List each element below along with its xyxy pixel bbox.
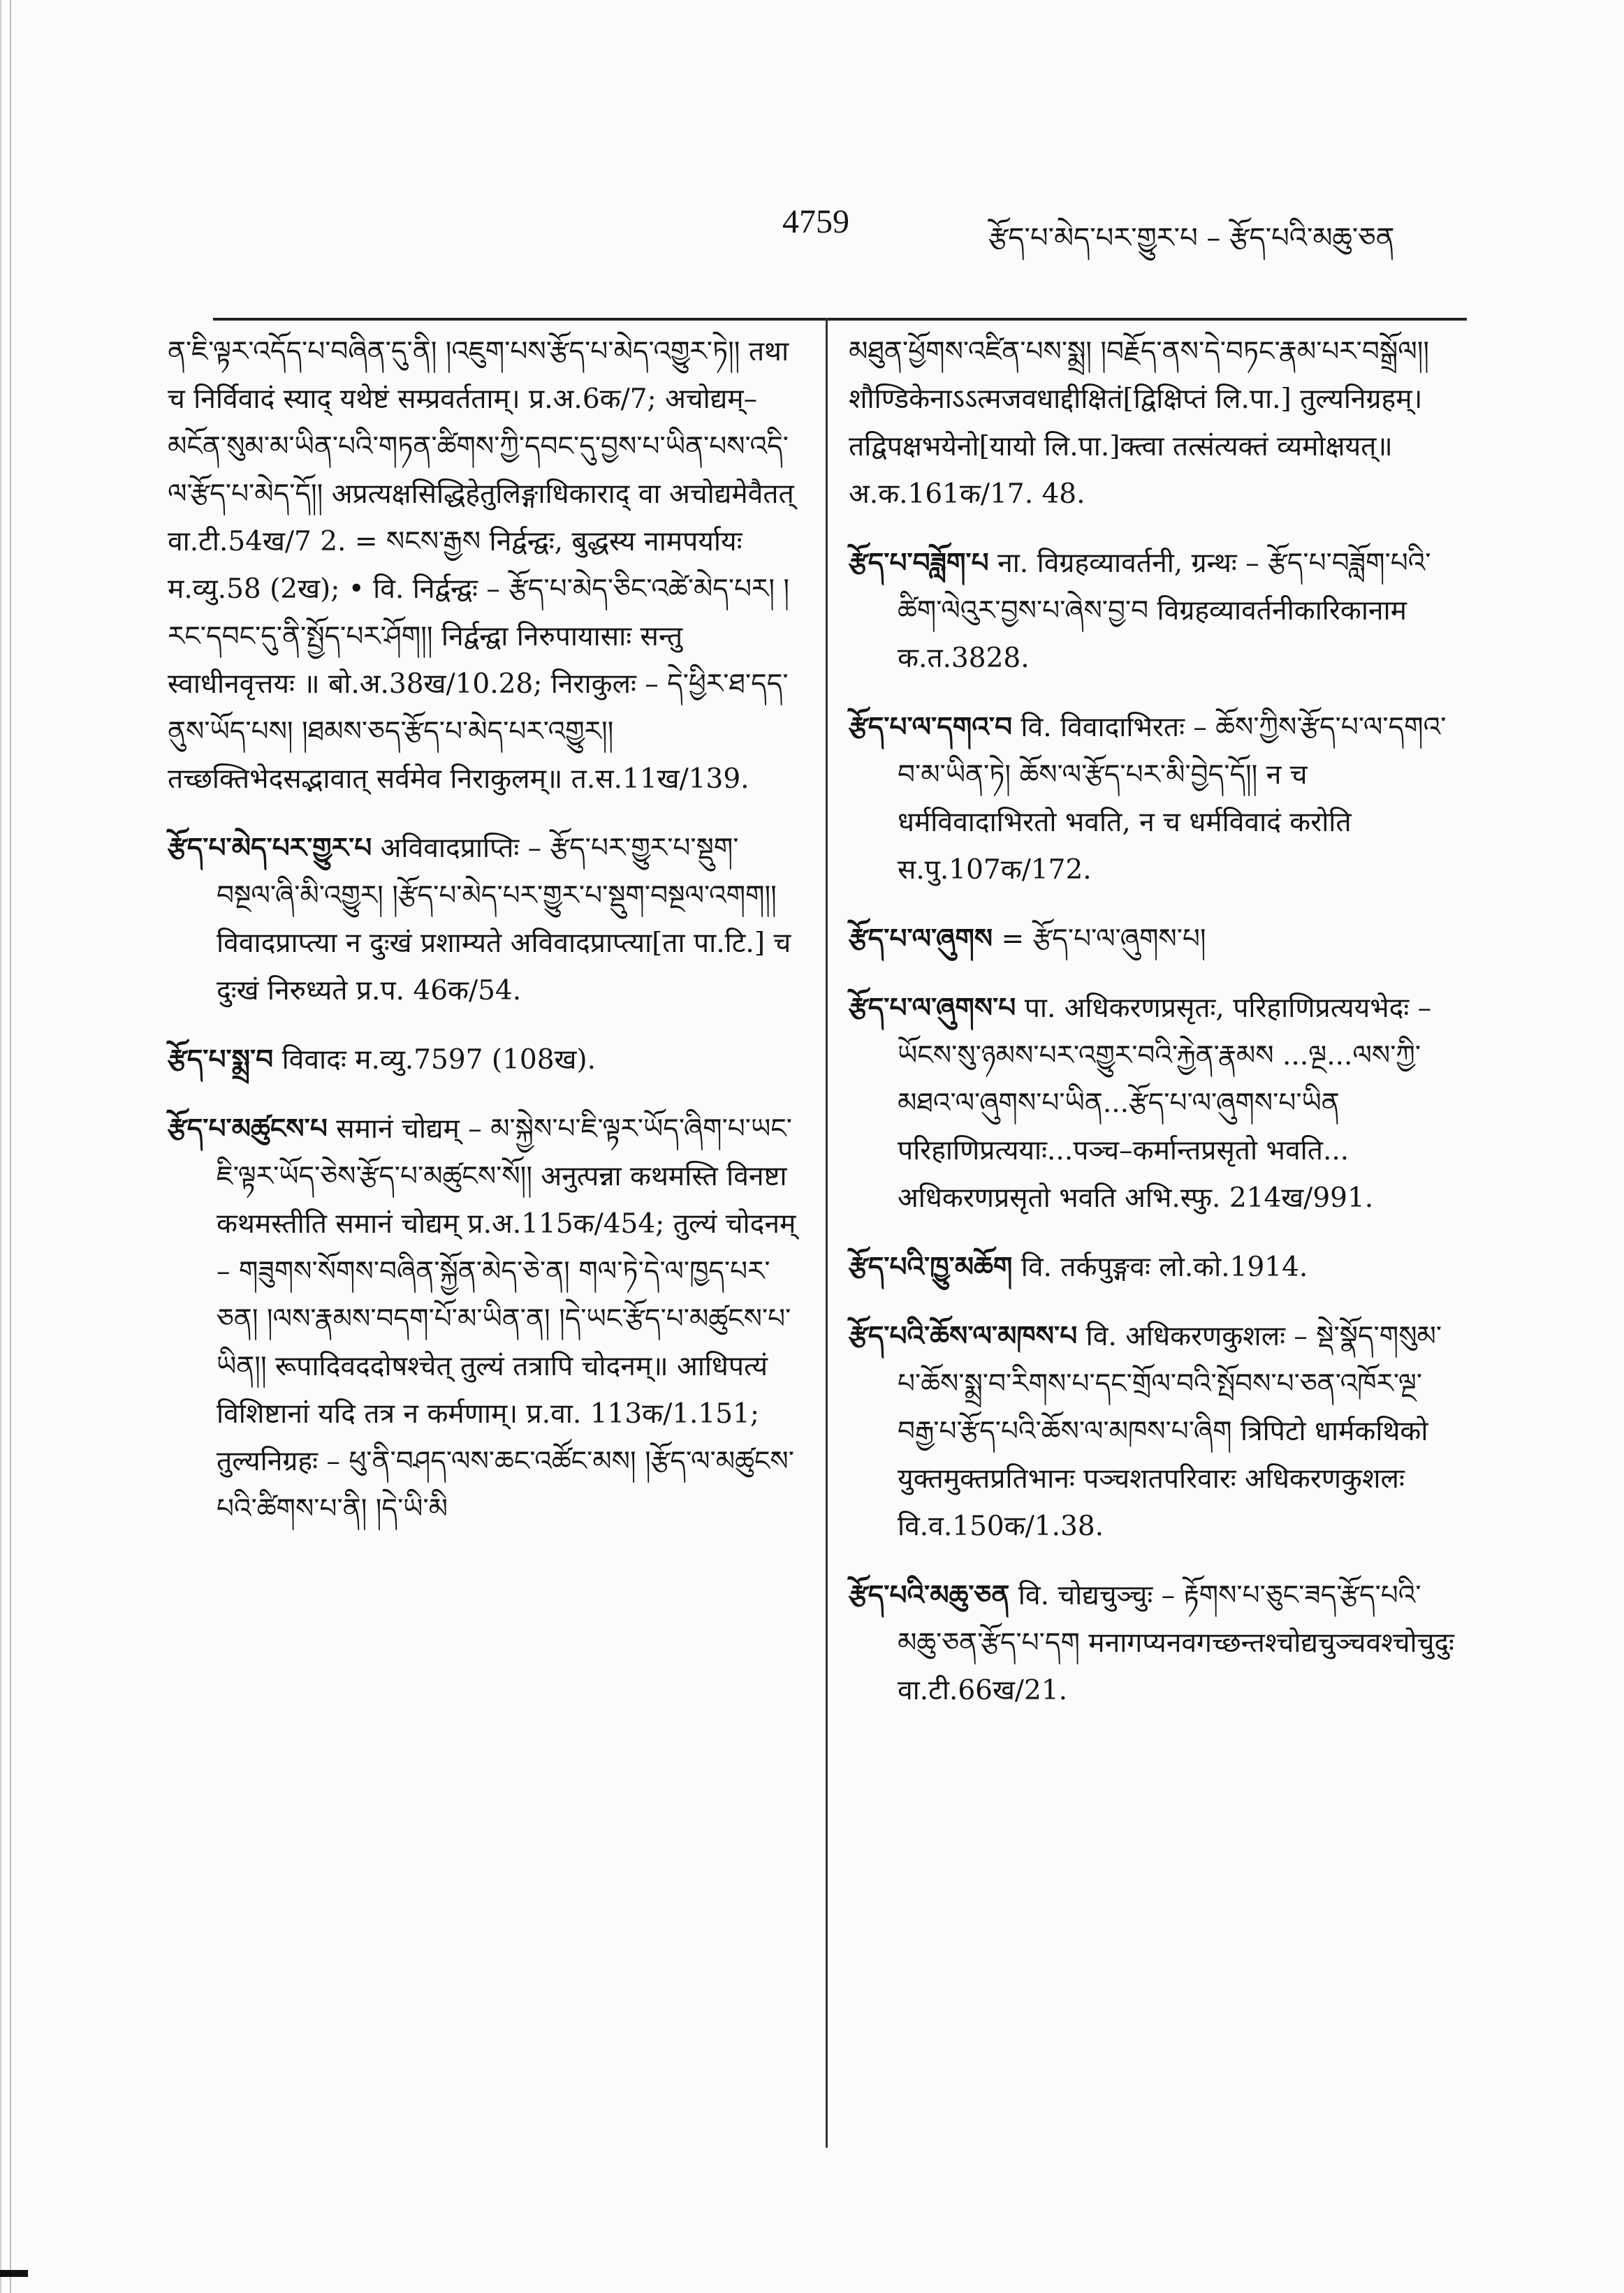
dictionary-entry [849,984,1463,1222]
entry-headword: རྩོད་པ་བཟློག་པ [849,547,989,579]
entry-text: वि. विवादाभिरतः – ཆོས་ཀྱིས་རྩོད་པ་ལ་དགའ་བ་མ་ཡིན་ཏེ། ཆོས་ལ་རྩོད་པར་མི་བྱེད་དོ།། न च धर्मविवादाभिरतो भवति, न च धर्मविवादं करोति स.पु.107क/172. [898,712,1447,886]
entry-text: पा. अधिकरणप्रसृतः, परिहाणिप्रत्ययभेदः – ཡོངས་སུ་ཉམས་པར་འགྱུར་བའི་རྐྱེན་རྣམས ...ལྔ...ལས་ཀྱི་མཐའ་ལ་ཞུགས་པ་ཡིན...རྩོད་པ་ལ་ཞུགས་པ་ཡིན परिहाणिप्रत्ययाः...पञ्च–कर्मान्तप्रसृतो भवति... अधिकरणप्रसृतो भवति अभि.स्फु. 214ख/991. [898,992,1432,1214]
entry-headword: རྩོད་པ་མེད་པར་གྱུར་པ [168,832,372,864]
running-head: རྩོད་པ་མེད་པར་གྱུར་པ – རྩོད་པའི་མཆུ་ཅན [988,222,1395,254]
entry-text: = རྩོད་པ་ལ་ཞུགས་པ། [1001,923,1206,955]
scan-margin-marks [0,0,21,2293]
dictionary-entry [849,539,1463,682]
entry-headword: རྩོད་པ་ལ་དགའ་བ [849,711,1013,743]
entry-text: མཐུན་ཕྱོགས་འཛིན་པས་སྨྲ། །བརྗོད་ནས་དེ་བཏང་རྣམ་པར་བསྒྲོལ།། शौण्डिकेनाऽऽत्मजवधाद्दीक्षितं[द्विक्षिप्तं लि.पा.] तुल्यनिग्रहम्। तद्विपक्षभयेनो[यायो लि.पा.]क्त्वा तत्संत्यक्तं व्यमोक्षयत्॥ अ.क.161क/17. 48. [849,336,1430,510]
entry-headword: རྩོད་པ་མཚུངས་པ [168,1113,328,1145]
scan-corner-mark [0,2270,28,2277]
left-column [168,328,796,1554]
entry-text: समानं चोद्यम् – མ་སྐྱེས་པ་ཇི་ལྟར་ཡོད་ཞིག་པ་ཡང་ཇི་ལྟར་ཡོད་ཅེས་རྩོད་པ་མཚུངས་སོ།། अनुत्पन्ना कथमस्ति विनष्टा कथमस्तीति समानं चोद्यम् प्र.अ.115क/454; तुल्यं चोदनम् – གཟུགས་སོགས་བཞིན་སྐྱོན་མེད་ཅེ་ན། གལ་ཏེ་དེ་ལ་ཁྱད་པར་ཅན། །ལས་རྣམས་བདག་པོ་མ་ཡིན་ན། །དེ་ཡང་རྩོད་པ་མཚུངས་པ་ཡིན།། रूपादिवददोषश्चेत् तुल्यं तत्रापि चोदनम्॥ आधिपत्यं विशिष्टानां यदि तत्र न कर्मणाम्। प्र.वा. 113क/1.151; तुल्यनिग्रहः – ཕུ་ནི་བཤད་ལས་ཆང་འཚོང་མས། །རྩོད་ལ་མཚུངས་པའི་ཚིགས་པ་ནི། །དེ་ཡི་མི [217,1113,796,1525]
dictionary-entry [849,1572,1463,1715]
column-divider [826,318,828,2148]
entry-headword: རྩོད་པ་སྨྲ་བ [168,1043,274,1076]
entry-text: ना. विग्रहव्यावर्तनी, ग्रन्थः – རྩོད་པ་བཟློག་པའི་ཚིག་ལེའུར་བྱས་པ་ཞེས་བྱ་བ विग्रहव्यावर्तनीकारिकानाम क.त.3828. [898,548,1431,674]
entry-headword: རྩོད་པའི་ཁྱུ་མཆོག [849,1251,1013,1283]
right-column [849,328,1463,1736]
entry-text: अविवादप्राप्तिः – རྩོད་པར་གྱུར་པ་སྡུག་བསྔལ་ཞི་མི་འགྱུར། །རྩོད་པ་མེད་པར་གྱུར་པ་སྡུག་བསྔལ་འགག།། विवादप्राप्त्या न दुःखं प्रशाम्यते अविवादप्राप्त्या[ता पा.टि.] च दुःखं निरुध्यते प्र.प. 46क/54. [217,833,791,1006]
entry-text: विवादः म.व्यु.7597 (108ख). [281,1044,597,1076]
header-rule [213,318,1467,321]
dictionary-entry [849,328,1463,518]
dictionary-entry [168,1105,796,1533]
dictionary-entry [168,1036,796,1084]
entry-text: वि. अधिकरणकुशलः – སྡེ་སྣོད་གསུམ་པ་ཆོས་སྨྲ་བ་རིགས་པ་དང་གྲོལ་བའི་སྤོབས་པ་ཅན་འཁོར་ལྔ་བརྒྱ་པ་རྩོད་པའི་ཆོས་ལ་མཁས་པ་ཞིག त्रिपिटो धार्मकथिको युक्तमुक्तप्रतिभानः पञ्चशतपरिवारः अधिकरणकुशलः वि.व.150क/1.38. [898,1321,1442,1542]
entry-headword: རྩོད་པའི་མཆུ་ཅན [849,1579,1010,1611]
dictionary-entry [849,1312,1463,1551]
entry-text: वि. चोद्यचुञ्चुः – རྟོགས་པ་ཅུང་ཟད་རྩོད་པའི་མཆུ་ཅན་རྩོད་པ་དག मनागप्यनवगच्छन्तश्चोद्यचुञ्चवश्चोचुदुः वा.टी.66ख/21. [898,1580,1454,1706]
entry-text: ན་ཇི་ལྟར་འདོད་པ་བཞིན་དུ་ནི། །འཇུག་པས་རྩོད་པ་མེད་འགྱུར་ཏེ།། तथा च निर्विवादं स्याद् यथेष्टं सम्प्रवर्तताम्। प्र.अ.6क/7; अचोद्यम्– མངོན་སུམ་མ་ཡིན་པའི་གཏན་ཚིགས་ཀྱི་དབང་དུ་བྱས་པ་ཡིན་པས་འདི་ལ་རྩོད་པ་མེད་དོ།། अप्रत्यक्षसिद्धिहेतुलिङ्गाधिकाराद् वा अचोद्यमेवैतत् वा.टी.54ख/7 2. = སངས་རྒྱས निर्द्वन्द्वः, बुद्धस्य नामपर्यायः म.व्यु.58 (2ख); • वि. निर्द्वन्द्वः – རྩོད་པ་མེད་ཅིང་འཚེ་མེད་པར། །རང་དབང་དུ་ནི་སྤྱོད་པར་ཤོག།། निर्द्वन्द्वा निरुपायासाः सन्तु स्वाधीनवृत्तयः ॥ बो.अ.38ख/10.28; निराकुलः – དེ་ཕྱིར་ཐ་དད་ནུས་ཡོད་པས། །ཐམས་ཅད་རྩོད་པ་མེད་པར་འགྱུར།། तच्छक्तिभेदसद्भावात् सर्वमेव निराकुलम्॥ त.स.11ख/139. [168,336,794,795]
dictionary-entry [849,703,1463,894]
dictionary-entry [849,915,1463,963]
dictionary-entry [849,1243,1463,1291]
dictionary-entry [168,328,796,803]
entry-headword: རྩོད་པ་ལ་ཞུགས [849,923,993,955]
entry-headword: རྩོད་པའི་ཆོས་ལ་མཁས་པ [849,1320,1078,1352]
entry-text: वि. तर्कपुङ्गवः लो.को.1914. [1021,1252,1308,1283]
entry-headword: རྩོད་པ་ལ་ཞུགས་པ [849,992,1016,1024]
page-number: 4759 [782,203,849,240]
dictionary-entry [168,824,796,1015]
